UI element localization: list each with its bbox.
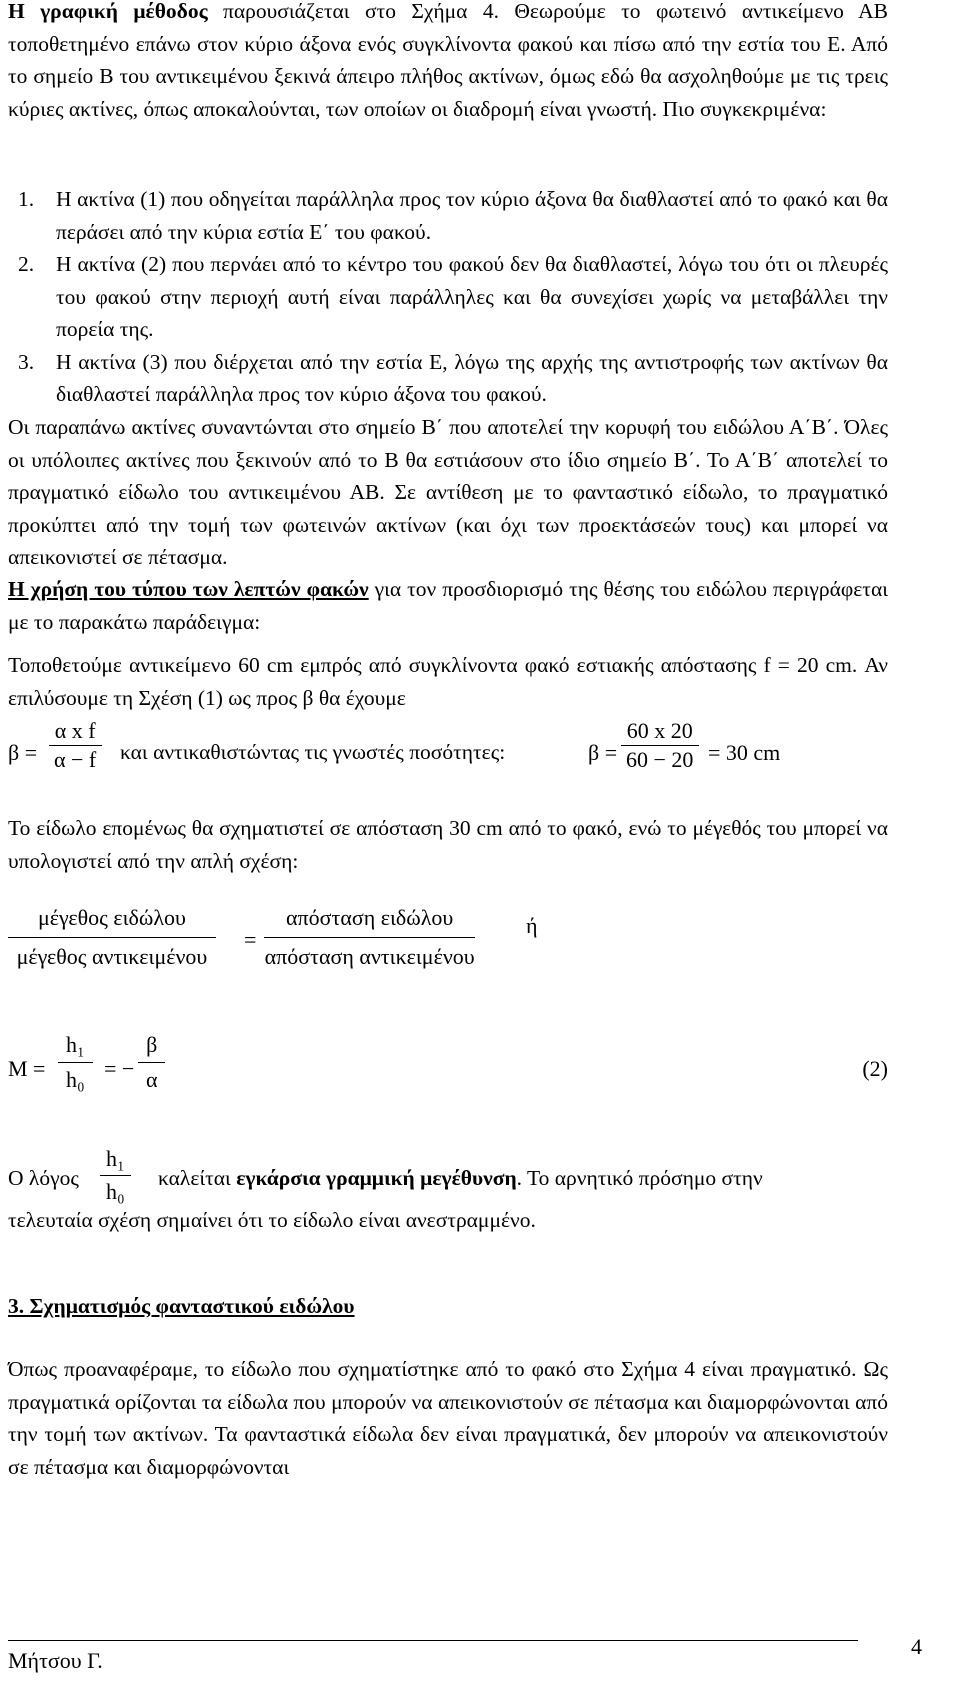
intro-paragraph (8, 0, 888, 125)
ratio-inline-fraction (100, 1146, 131, 1205)
virtual-image-paragraph: Όπως προαναφέραμε, το είδωλο που σχηματίστηκε από το φακό στο Σχήμα 4 είναι πραγματικό. Ως πραγματικά ορίζονται τα είδωλα που μπορούν να απεικονιστούν σε πέτασμα και διαμορφώνονται από την τομή των ακτίνων. Τα φανταστικά είδωλα δεν είναι πραγματικά, δεν μπορούν να απεικονιστούν σε πέτασμα και διαμορφώνονται (8, 1357, 888, 1479)
ratio-post: . Το αρνητικό πρόσημο στην (516, 1166, 763, 1190)
footer-rule (8, 1640, 858, 1641)
list-number: 2. (18, 252, 35, 276)
section-heading-text: 3. Σχηματισμός φανταστικού ειδώλου (8, 1294, 355, 1318)
ratio-equals: = (244, 927, 257, 952)
equation-magnification (8, 1032, 888, 1112)
thin-lens-text: για τον προσδιορισμό της θέσης του ειδώλου περιγράφεται με το παρακάτω παράδειγμα: (8, 577, 888, 634)
distance-fraction (264, 905, 475, 970)
intro-text: παρουσιάζεται στο Σχήμα 4. Θεωρούμε το φωτεινό αντικείμενο ΑΒ τοποθετημένο επάνω στον κύριο άξονα ενός συγκλίνοντα φακού και πίσω από την εστία του Ε. Από το σημείο Β του αντικειμένου ξεκινά άπειρο πλήθος ακτίνων, όμως εδώ θα ασχοληθούμε με τις τρεις κύριες ακτίνες, όπως αποκαλούνται, των οποίων οι διαδρομή είναι γνωστή. Πιο συγκεκριμένα: (8, 0, 888, 121)
h-fraction (58, 1032, 93, 1093)
rays-list (8, 183, 888, 411)
beta-fraction-2 (620, 718, 699, 773)
equation-ratio (8, 905, 888, 985)
ba-denominator: α (146, 1067, 158, 1092)
or-text: ή (526, 913, 538, 938)
magnification-equals: = − (104, 1056, 135, 1081)
list-item (8, 248, 888, 346)
ratio-line-2: τελευταία σχέση σημαίνει ότι το είδωλο είναι ανεστραμμένο. (8, 1208, 536, 1232)
ba-numerator: β (138, 1032, 165, 1063)
ratio-pre: Ο λόγος (8, 1166, 79, 1190)
equation-number: (2) (862, 1056, 888, 1081)
list-item (8, 346, 888, 411)
beta-lhs: β = (8, 740, 38, 765)
beta-result: = 30 cm (708, 740, 781, 765)
size-fraction (8, 905, 216, 970)
magnification-lhs: M = (8, 1056, 46, 1081)
size-denominator: μέγεθος αντικειμένου (16, 944, 208, 969)
beta-numerator-2: 60 x 20 (621, 718, 699, 746)
beta-fraction (48, 718, 102, 773)
list-item (8, 183, 888, 248)
ratio-inline-denominator: h₀ (106, 1179, 125, 1204)
list-text: Η ακτίνα (3) που διέρχεται από την εστία Ε, λόγω της αρχής της αντιστροφής των ακτίνων θα διαθλαστεί παράλληλα προς τον κύριο άξονα του φακού. (56, 349, 888, 406)
ratio-bold-term: εγκάρσια γραμμική μεγέθυνση (236, 1166, 517, 1190)
beta-denominator: α − f (54, 747, 97, 772)
substitution-text: και αντικαθιστώντας τις γνωστές ποσότητες: (120, 740, 506, 764)
ratio-sentence (158, 1166, 763, 1191)
list-text: Η ακτίνα (2) που περνάει από το κέντρο του φακού δεν θα διαθλαστεί, λόγω του ότι οι πλευρές του φακού στην περιοχή αυτή είναι παράλληλες και θα συνεχίσει χωρίς να μεταβάλλει την πορεία της. (56, 252, 888, 341)
ratio-inline-numerator: h₁ (100, 1146, 131, 1176)
distance-denominator: απόσταση αντικειμένου (264, 944, 475, 969)
page-number: 4 (911, 1634, 922, 1659)
list-number: 3. (18, 349, 35, 374)
list-text: Η ακτίνα (1) που οδηγείται παράλληλα προς τον κύριο άξονα θα διαθλαστεί από το φακό και θα περάσει από την κύρια εστία Ε΄ του φακού. (56, 187, 888, 244)
intro-bold-lead: Η γραφική μέθοδος (8, 0, 208, 23)
thin-lens-bold-lead: Η χρήση του τύπου των λεπτών φακών (8, 577, 369, 601)
ba-fraction (138, 1032, 166, 1093)
beta-lhs-2: β = (588, 740, 618, 765)
beta-denominator-2: 60 − 20 (626, 747, 694, 772)
footer-author: Μήτσου Γ. (8, 1648, 103, 1673)
beta-numerator: α x f (49, 718, 102, 746)
h-numerator: h₁ (58, 1032, 93, 1063)
ratio-mid: καλείται (158, 1166, 231, 1190)
example-paragraph: Τοποθετούμε αντικείμενο 60 cm εμπρός από συγκλίνοντα φακό εστιακής απόστασης f = 20 cm. Αν επιλύσουμε τη Σχέση (1) ως προς β θα έχουμε (8, 653, 888, 710)
section-heading (8, 1290, 888, 1323)
equation-beta (8, 718, 888, 796)
distance-numerator: απόσταση ειδώλου (264, 905, 475, 938)
magnitude-paragraph: Το είδωλο επομένως θα σχηματιστεί σε απόσταση 30 cm από το φακό, ενώ το μέγεθός του μπορεί να υπολογιστεί από την απλή σχέση: (8, 816, 888, 873)
size-numerator: μέγεθος ειδώλου (8, 905, 216, 938)
real-image-paragraph: Οι παραπάνω ακτίνες συναντώνται στο σημείο Β΄ που αποτελεί την κορυφή του ειδώλου Α΄Β΄. Όλες οι υπόλοιπες ακτίνες που ξεκινούν από το Β θα εστιάσουν στο ίδιο σημείο Β΄. Το Α΄Β΄ αποτελεί το πραγματικό είδωλο του αντικειμένου ΑΒ. Σε αντίθεση με το φανταστικό είδωλο, το πραγματικό προκύπτει από την τομή των φωτεινών ακτίνων (και όχι των προεκτάσεών τους) και μπορεί να απεικονιστεί σε πέτασμα. (8, 415, 888, 569)
h-denominator: h₀ (66, 1067, 85, 1092)
list-number: 1. (18, 187, 35, 211)
thin-lens-paragraph (8, 573, 888, 638)
ratio-paragraph (8, 1146, 888, 1236)
